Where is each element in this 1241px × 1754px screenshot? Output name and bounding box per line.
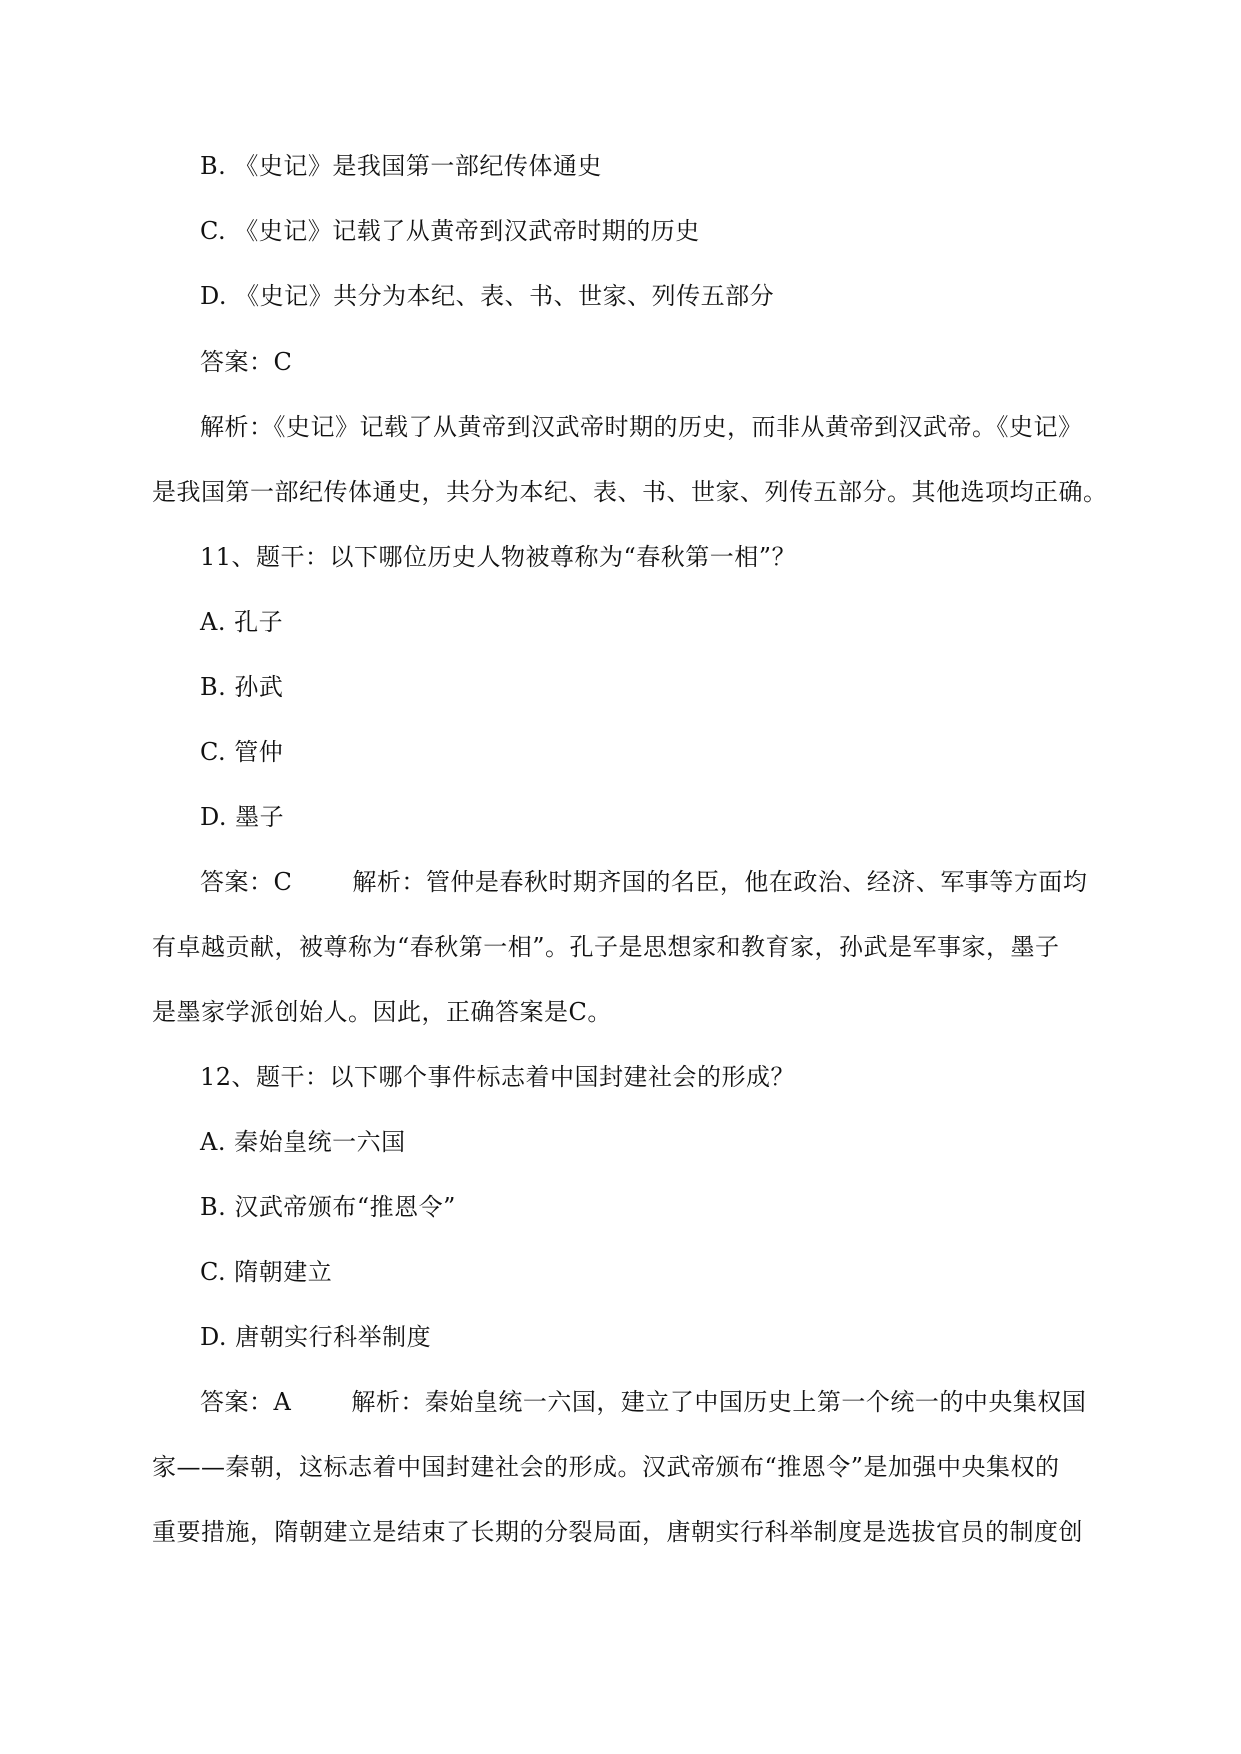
q10-option-d: D. 《史记》共分为本纪、表、书、世家、列传五部分 bbox=[200, 282, 775, 310]
q11-answer-row bbox=[200, 866, 1087, 898]
q12-analysis-line-2: 家——秦朝，这标志着中国封建社会的形成。汉武帝颁布“推恩令”是加强中央集权的 bbox=[152, 1453, 1060, 1481]
q12-analysis-line-1: 解析：秦始皇统一六国，建立了中国历史上第一个统一的中央集权国 bbox=[351, 1388, 1087, 1416]
q11-analysis-line-2: 有卓越贡献，被尊称为“春秋第一相”。孔子是思想家和教育家，孙武是军事家，墨子 bbox=[152, 933, 1060, 961]
q11-option-a: A. 孔子 bbox=[200, 608, 284, 636]
q12-answer: 答案：A bbox=[200, 1388, 292, 1416]
q12-option-b: B. 汉武帝颁布“推恩令” bbox=[200, 1193, 456, 1221]
q11-option-b: B. 孙武 bbox=[200, 673, 284, 701]
q10-analysis-line-2: 是我国第一部纪传体通史，共分为本纪、表、书、世家、列传五部分。其他选项均正确。 bbox=[152, 478, 1108, 506]
q12-option-c: C. 隋朝建立 bbox=[200, 1258, 333, 1286]
q12-option-a: A. 秦始皇统一六国 bbox=[200, 1128, 406, 1156]
q11-analysis-line-1: 解析：管仲是春秋时期齐国的名臣，他在政治、经济、军事等方面均 bbox=[352, 868, 1088, 896]
q11-analysis-line-3: 是墨家学派创始人。因此，正确答案是C。 bbox=[152, 998, 612, 1026]
q10-option-c: C. 《史记》记载了从黄帝到汉武帝时期的历史 bbox=[200, 217, 700, 245]
q12-option-d: D. 唐朝实行科举制度 bbox=[200, 1323, 432, 1351]
q10-answer: 答案：C bbox=[200, 348, 293, 376]
q11-answer: 答案：C bbox=[200, 868, 293, 896]
q10-option-b: B. 《史记》是我国第一部纪传体通史 bbox=[200, 152, 602, 180]
q10-analysis-line-1: 解析：《史记》记载了从黄帝到汉武帝时期的历史，而非从黄帝到汉武帝。《史记》 bbox=[200, 413, 1083, 441]
q11-stem: 11、题干：以下哪位历史人物被尊称为“春秋第一相”？ bbox=[200, 543, 797, 571]
q12-stem: 12、题干：以下哪个事件标志着中国封建社会的形成？ bbox=[200, 1063, 796, 1091]
q12-analysis-line-3: 重要措施，隋朝建立是结束了长期的分裂局面，唐朝实行科举制度是选拔官员的制度创 bbox=[152, 1518, 1083, 1546]
q12-answer-row bbox=[200, 1386, 1086, 1418]
q11-option-d: D. 墨子 bbox=[200, 803, 285, 831]
q11-option-c: C. 管仲 bbox=[200, 738, 284, 766]
